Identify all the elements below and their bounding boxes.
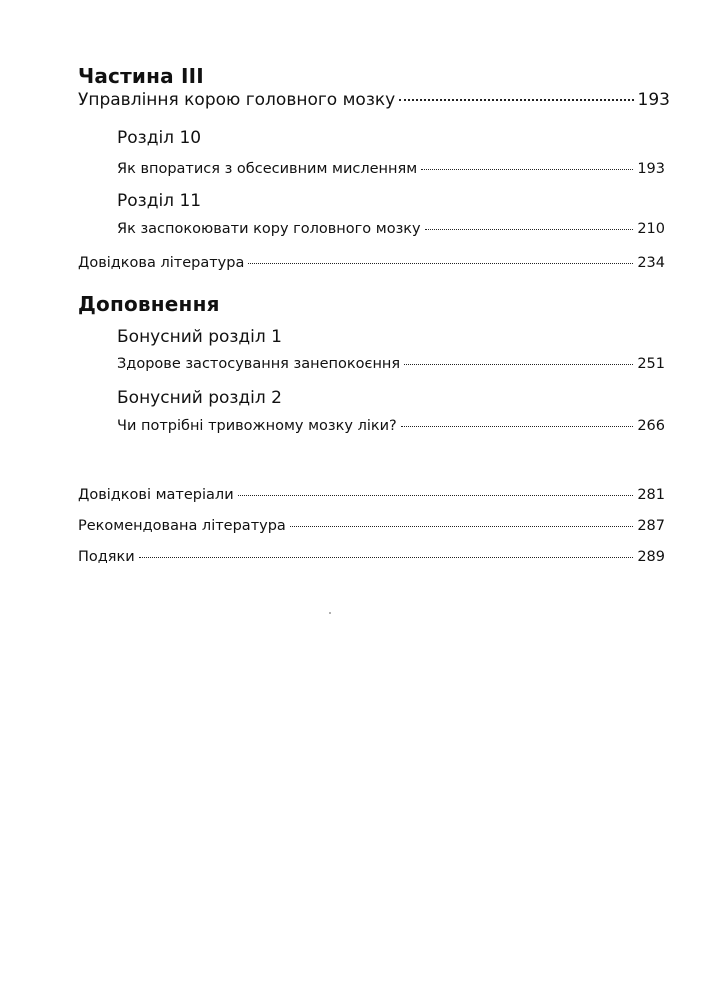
part-heading: Частина ІІІ bbox=[78, 64, 204, 88]
toc-entry-title: Чи потрібні тривожному мозку ліки? bbox=[117, 418, 397, 434]
bonus-chapter-heading-1: Бонусний розділ 1 bbox=[117, 327, 282, 347]
toc-entry-title: Здорове застосування занепокоєння bbox=[117, 356, 401, 372]
toc-entry-page: 287 bbox=[637, 518, 665, 534]
toc-entry-title: Як впоратися з обсесивним мисленням bbox=[117, 161, 418, 177]
toc-entry-bonus-2[interactable] bbox=[117, 418, 665, 434]
toc-entry-title: Управління корою головного мозку bbox=[78, 90, 396, 110]
toc-entry-chapter-11[interactable] bbox=[117, 221, 665, 237]
toc-entry-back-matter-1[interactable] bbox=[78, 487, 665, 503]
toc-entry-back-matter-3[interactable] bbox=[78, 549, 665, 565]
dot-leader bbox=[248, 263, 633, 264]
dot-leader bbox=[139, 557, 634, 558]
toc-entry-title: Рекомендована література bbox=[78, 518, 286, 534]
toc-entry-page: 251 bbox=[637, 356, 665, 372]
toc-entry-references[interactable] bbox=[78, 255, 665, 271]
chapter-heading-11: Розділ 11 bbox=[117, 191, 202, 211]
dot-leader bbox=[421, 169, 633, 170]
dot-leader bbox=[425, 229, 634, 230]
toc-entry-page: 266 bbox=[637, 418, 665, 434]
toc-entry-chapter-10[interactable] bbox=[117, 161, 665, 177]
toc-entry-page: 210 bbox=[637, 221, 665, 237]
bonus-chapter-heading-2: Бонусний розділ 2 bbox=[117, 388, 282, 408]
toc-entry-part3-main[interactable] bbox=[78, 90, 670, 110]
dot-leader bbox=[238, 495, 634, 496]
toc-entry-bonus-1[interactable] bbox=[117, 356, 665, 372]
toc-entry-page: 193 bbox=[637, 90, 670, 110]
toc-entry-title: Як заспокоювати кору головного мозку bbox=[117, 221, 421, 237]
appendix-heading: Доповнення bbox=[78, 292, 220, 316]
dot-leader bbox=[404, 364, 633, 365]
toc-entry-page: 193 bbox=[637, 161, 665, 177]
toc-entry-title: Довідкова література bbox=[78, 255, 245, 271]
toc-entry-title: Довідкові матеріали bbox=[78, 487, 234, 503]
toc-entry-back-matter-2[interactable] bbox=[78, 518, 665, 534]
dot-leader bbox=[401, 426, 634, 427]
toc-entry-page: 289 bbox=[637, 549, 665, 565]
dot-leader bbox=[399, 99, 633, 101]
toc-entry-page: 281 bbox=[637, 487, 665, 503]
toc-entry-title: Подяки bbox=[78, 549, 135, 565]
chapter-heading-10: Розділ 10 bbox=[117, 128, 202, 148]
dot-leader bbox=[290, 526, 634, 527]
scan-speck bbox=[329, 612, 331, 614]
toc-entry-page: 234 bbox=[637, 255, 665, 271]
